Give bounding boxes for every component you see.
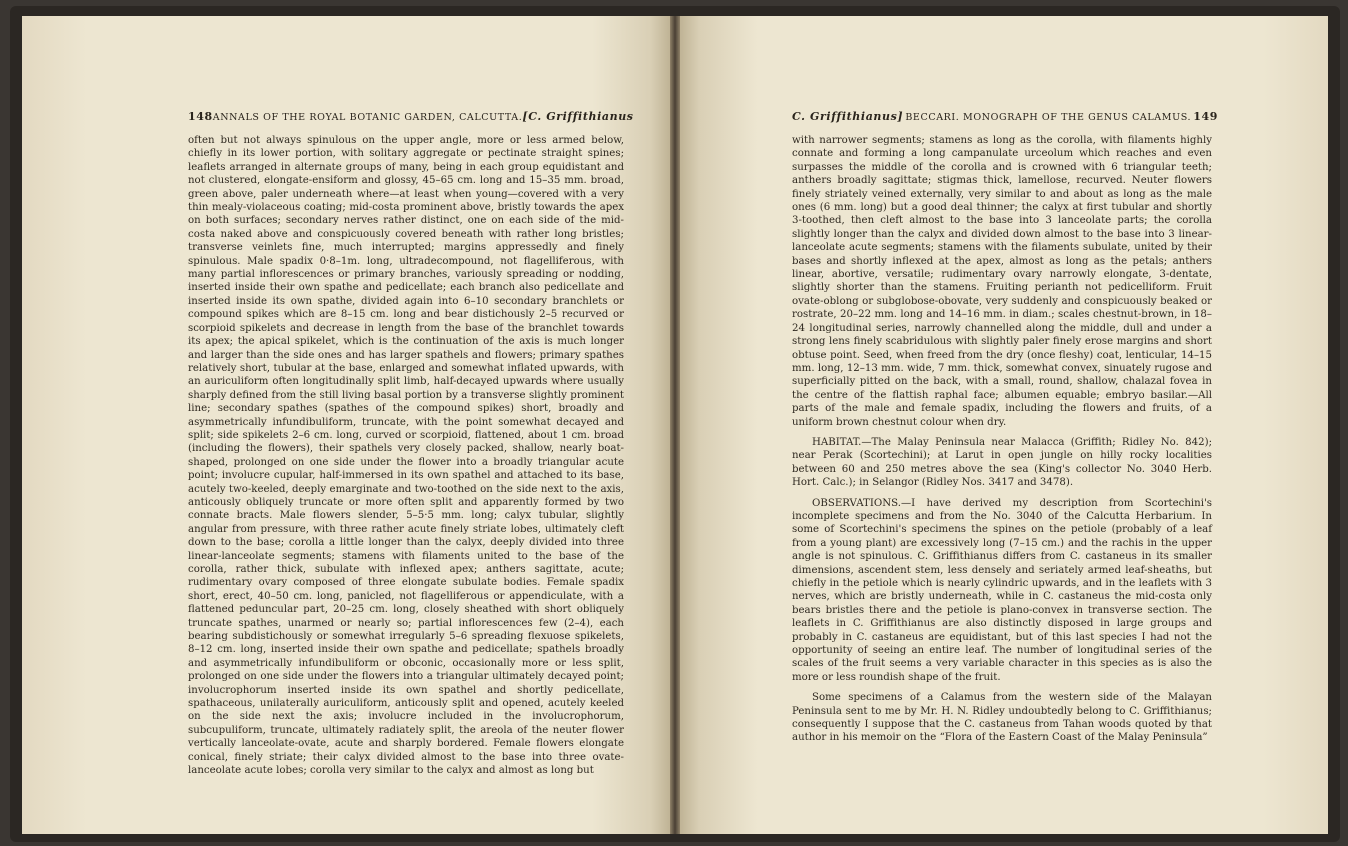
page-number: 148 [188,110,213,123]
right-page [680,16,1328,834]
habitat-paragraph: HABITAT.—The Malay Peninsula near Malacca (Griffith; Ridley No. 842); near Perak (Scortechini); at Larut in open jungle on hilly rocky localities between 60 and 250 metres above the sea (King's collector No. 3040 Herb. Hort. Calc.); in Selangor (Ridley Nos. 3417 and 3478). [792,436,1212,489]
right-page-header [792,110,1218,123]
book-gutter [670,16,680,834]
species-tag: [C. Griffithianus [522,110,634,123]
left-page [22,16,670,834]
page-number: 149 [1193,110,1218,123]
running-head: BECCARI. MONOGRAPH OF THE GENUS CALAMUS. [905,112,1192,123]
paragraph: often but not always spinulous on the upper angle, more or less armed below, chiefly in its lower portion, with solitary aggregate or pectinate straight spines; leaflets arranged in alternate groups of many, being in each group equidistant and not clustered, elongate-ensiform and glossy, 45–65 cm. long and 15–35 mm. broad, green above, paler underneath where—at least when young—covered with a very thin mealy-violaceous coating; mid-costa prominent above, bristly towards the apex on both surfaces; secondary nerves rather distinct, one on each side of the mid-costa naked above and conspicuously covered beneath with rather long bristles; transverse veinlets fine, much interrupted; margins appressedly and finely spinulous. Male spadix 0·8–1m. long, ultradecompound, not flagelliferous, with many partial inflorescences or primary branches, variously spreading or nodding, inserted inside their own spathe and pedicellate; each branch also pedicellate and inserted inside its own spathe, divided again into 6–10 secondary branchlets or compound spikes which are 8–15 cm. long and bear distichously 2–5 recurved or scorpioid spikelets and decrease in length from the base of the branchlet towards its apex; the apical spikelet, which is the continuation of the axis is much longer and larger than the side ones and has larger spathels and flowers; primary spathes relatively short, tubular at the base, enlarged and somewhat inflated upwards, with an auriculiform often longitudinally split limb, half-decayed upwards where usually sharply defined from the still living basal portion by a transverse slightly prominent line; secondary spathes (spathes of the compound spikes) short, broadly and asymmetrically infundibuliform, truncate, with the point somewhat decayed and split; side spikelets 2–6 cm. long, curved or scorpioid, flattened, about 1 cm. broad (including the flowers), their spathels very closely packed, shallow, nearly boat-shaped, prolonged on one side under the flower into a broadly triangular acute point; involucre cupular, half-immersed in its own spathel and attached to its base, acutely two-keeled, deeply emarginate and two-toothed on the side next to the axis, anticously obliquely truncate or more often split and apparently formed by two connate bracts. Male flowers slender, 5–5·5 mm. long; calyx tubular, slightly angular from pressure, with three rather acute finely striate lobes, ultimately cleft down to the base; corolla a little longer than the calyx, deeply divided into three linear-lanceolate segments; stamens with filaments united to the base of the corolla, rather thick, subulate with inflexed apex; anthers sagittate, acute; rudimentary ovary composed of three elongate subulate bodies. Female spadix short, erect, 40–50 cm. long, panicled, not flagelliferous or appendiculate, with a flattened peduncular part, 20–25 cm. long, closely sheathed with short obliquely truncate spathes, unarmed or nearly so; partial inflorescences few (2–4), each bearing subdistichously or somewhat irregularly 5–6 spreading flexuose spikelets, 8–12 cm. long, inserted inside their own spathe and pedicellate; spathels broadly and asymmetrically infundibuliform or obconic, occasionally more or less split, prolonged on one side under the flowers into a triangular ultimately decayed point; involucrophorum inserted inside its own spathel and shortly pedicellate, spathaceous, unilaterally auriculiform, anticously split and opened, acutely keeled on the side next the axis; involucre included in the involucrophorum, subcupuliform, truncate, ultimately radiately split, the areola of the neuter flower vertically lanceolate-ovate, acute and sharply bordered. Female flowers elongate conical, finely striate; their calyx divided almost to the base into three ovate-lanceolate acute lobes; corolla very similar to the calyx and almost as long but [188,135,624,777]
paragraph: Some specimens of a Calamus from the western side of the Malayan Peninsula sent to me by Mr. H. N. Ridley undoubtedly belong to C. Griffithianus; consequently I suppose that the C. castaneus from Tahan woods quoted by that author in his memoir on the “Flora of the Eastern Coast of the Malay Peninsula” [792,692,1212,744]
left-page-body [188,134,624,785]
open-book [10,6,1340,842]
observations-paragraph: OBSERVATIONS.—I have derived my description from Scortechini's incomplete specimens and from the No. 3040 of the Calcutta Herbarium. In some of Scortechini's specimens the spines on the petiole (probably of a leaf from a young plant) are excessively long (7–15 cm.) and the rachis in the upper angle is not spinulous. C. Griffithianus differs from C. castaneus in its smaller dimensions, ascendent stem, less densely and seriately armed leaf-sheaths, but chiefly in the petiole which is nearly cylindric upwards, and in the leaflets with 3 nerves, which are bristly underneath, while in C. castaneus the mid-costa only bears bristles there and the petiole is plano-convex in transverse section. The leaflets in C. Griffithianus are also distinctly disposed in large groups and probably in C. castaneus are equidistant, but of this last species I had not the opportunity of seeing an entire leaf. The number of longitudinal series of the scales of the fruit seems a very variable character in this species as is also the more or less roundish shape of the fruit. [792,497,1212,683]
species-tag: C. Griffithianus] [792,110,904,123]
running-head: ANNALS OF THE ROYAL BOTANIC GARDEN, CALCUTTA. [212,112,523,123]
right-page-body [792,134,1212,752]
left-page-header [188,110,634,123]
paragraph: with narrower segments; stamens as long as the corolla, with filaments highly connate and forming a long campanulate urceolum which reaches and even surpasses the middle of the corolla and is crowned with 6 triangular teeth; anthers broadly sagittate; stigmas thick, lamellose, recurved. Neuter flowers finely striately veined externally, very similar to and about as long as the male ones (6 mm. long) but a good deal thinner; the calyx at first tubular and shortly 3-toothed, then cleft almost to the base into 3 lanceolate parts; the corolla slightly longer than the calyx and divided down almost to the base into 3 linear-lanceolate acute segments; stamens with the filaments subulate, united by their bases and shortly inflexed at the apex, almost as long as the petals; anthers linear, abortive, versatile; rudimentary ovary narrowly elongate, 3-dentate, slightly shorter than the stamens. Fruiting perianth not pedicelliform. Fruit ovate-oblong or subglobose-obovate, very suddenly and conspicuously beaked or rostrate, 20–22 mm. long and 14–16 mm. in diam.; scales chestnut-brown, in 18–24 longitudinal series, narrowly channelled along the middle, dull and under a strong lens finely scabridulous with slightly paler finely erose margins and short obtuse point. Seed, when freed from the dry (once fleshy) coat, lenticular, 14–15 mm. long, 12–13 mm. wide, 7 mm. thick, somewhat convex, sinuately rugose and superficially pitted on the back, with a small, round, shallow, chalazal fovea in the centre of the flattish raphal face; albumen equable; embryo basilar.—All parts of the male and female spadix, including the flowers and fruits, of a uniform brown chestnut colour when dry. [792,135,1212,428]
